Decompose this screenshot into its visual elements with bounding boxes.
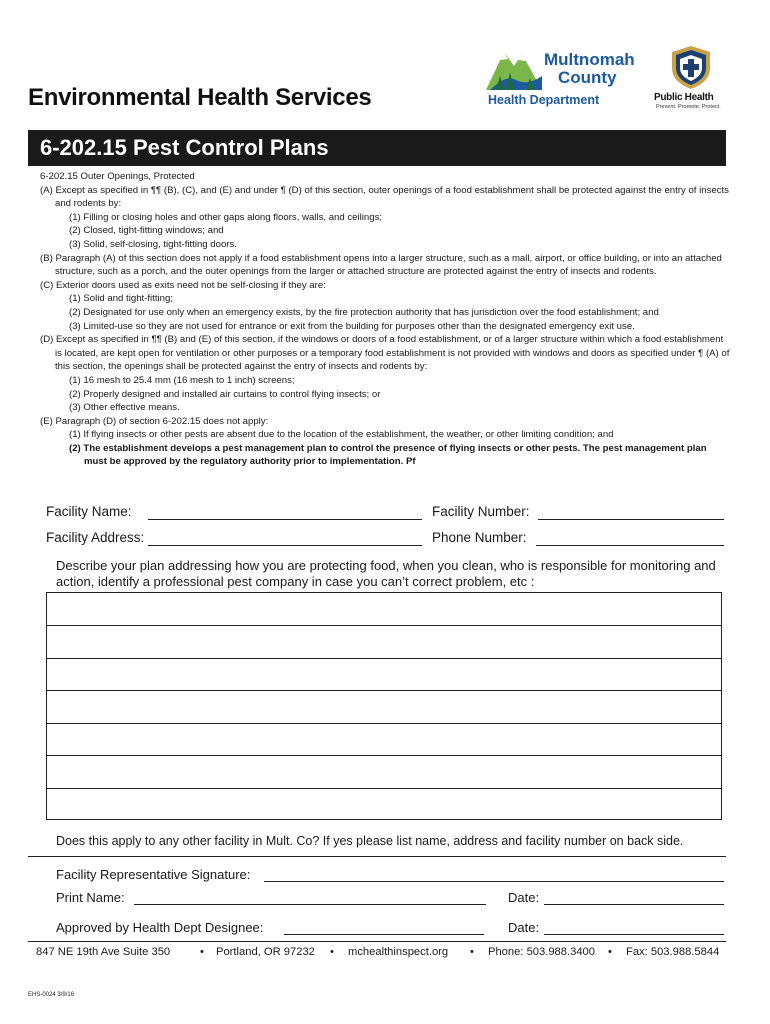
code-line: (C) Exterior doors used as exits need not be self-closing if they are: [40,279,326,291]
plan-line [47,625,721,626]
code-line: (1) 16 mesh to 25.4 mm (16 mesh to 1 inch) screens; [69,374,295,386]
code-line: (1) Solid and tight-fitting; [69,293,173,305]
print-name-label: Print Name: [56,890,125,905]
footer-divider [28,941,726,942]
approval-date-field[interactable] [544,933,724,935]
code-line: (B) Paragraph (A) of this section does not apply if a food establishment opens into a larger structure, such as a mall, airport, or office building, or into an attached structure, such as a porch, and the outer openings from the larger or attached structure are protected against the entry of insects and rodents. [40,252,722,278]
multnomah-county-logo [486,44,646,114]
shield-cross-icon [668,44,714,90]
pest-plan-writing-area[interactable] [46,592,722,820]
plan-line [47,690,721,691]
facility-name-field[interactable] [148,518,422,520]
department-title: Environmental Health Services [28,84,372,111]
approved-by-field[interactable] [284,933,484,935]
code-line: (1) If flying insects or other pests are absent due to the location of the establishment, the weather, or other limiting condition; and [69,429,614,441]
footer-city: Portland, OR 97232 [216,946,315,958]
signature-field[interactable] [264,880,724,882]
plan-line [47,723,721,724]
code-line: (2) Closed, tight-fitting windows; and [69,225,224,237]
code-line: (E) Paragraph (D) of section 6-202.15 does not apply: [40,415,269,427]
facility-number-label: Facility Number: [432,504,530,519]
facility-name-label: Facility Name: [46,504,132,519]
footer-fax: Fax: 503.988.5844 [626,946,720,958]
code-line: 6-202.15 Outer Openings, Protected [40,171,195,182]
logo-text-public-health: Public Health [654,92,714,103]
section-title: 6-202.15 Pest Control Plans [40,135,329,160]
footer-bullet: • [330,946,334,958]
code-line: (A) Except as specified in ¶¶ (B), (C), and (E) and under ¶ (D) of this section, outer openings of a food establishment shall be protected against the entry of insects and rodents by: [40,184,729,210]
facility-address-label: Facility Address: [46,530,145,545]
plan-line [47,658,721,659]
section-banner [28,130,726,166]
code-line: (D) Except as specified in ¶¶ (B) and (E) of this section, if the windows or doors of a food establishment, or of a larger structure within which a food establishment is located, are kept open for ventilation or other purposes or a temporary food establishment is not provided with windows and doors as specified under ¶ (A) of this section, the openings shall be protected against the entry of insects and rodents by: [40,334,730,373]
logo-tagline: Prevent. Promote. Protect. [656,104,721,110]
facility-address-field[interactable] [148,544,422,546]
code-text [40,170,730,469]
mountain-trees-icon [486,46,544,92]
footer-bullet: • [608,946,612,958]
code-line: (3) Solid, self-closing, tight-fitting doors. [69,238,237,250]
other-facility-question: Does this apply to any other facility in Mult. Co? If yes please list name, address and facility number on back side. [56,834,684,848]
facility-number-field[interactable] [538,518,724,520]
plan-line [47,788,721,789]
logo-text-county: County [558,68,617,87]
footer-address: 847 NE 19th Ave Suite 350 [36,946,171,958]
phone-number-label: Phone Number: [432,530,527,545]
signature-label: Facility Representative Signature: [56,867,251,882]
date-label: Date: [508,890,540,905]
code-line: (1) Filling or closing holes and other gaps along floors, walls, and ceilings; [69,211,383,223]
code-line: (2) Properly designed and installed air curtains to control flying insects; or [69,388,381,400]
code-line: (3) Limited-use so they are not used for entrance or exit from the building for purposes other than the designated emergency exit use. [69,320,635,332]
footer-website: mchealthinspect.org [348,946,449,958]
print-name-field[interactable] [134,903,486,905]
public-health-logo [654,44,730,114]
code-line: (2) The establishment develops a pest management plan to control the presence of flying insects or other pests. The pest management plan must be approved by the regulatory authority prior to implementation. Pf [69,442,707,468]
logo-text-multnomah: Multnomah [544,50,635,69]
approved-by-label: Approved by Health Dept Designee: [56,920,264,935]
date2-label: Date: [508,920,540,935]
section-divider [28,856,726,857]
plan-line [47,755,721,756]
footer-phone: Phone: 503.988.3400 [488,946,596,958]
code-line: (3) Other effective means. [69,402,180,414]
phone-number-field[interactable] [536,544,724,546]
footer-bullet: • [470,946,474,958]
logo-text-health-department: Health Department [488,93,600,107]
form-id: EHS-0024 3/9/16 [28,992,75,998]
page-header [0,0,770,128]
date-field[interactable] [544,903,724,905]
code-line: (2) Designated for use only when an emergency exists, by the fire protection authority that has jurisdiction over the food establishment; and [69,306,659,318]
footer-bullet: • [200,946,204,958]
describe-prompt: Describe your plan addressing how you are protecting food, when you clean, who is responsible for monitoring and action, identify a professional pest company in case you can’t correct problem, etc : [56,558,716,589]
